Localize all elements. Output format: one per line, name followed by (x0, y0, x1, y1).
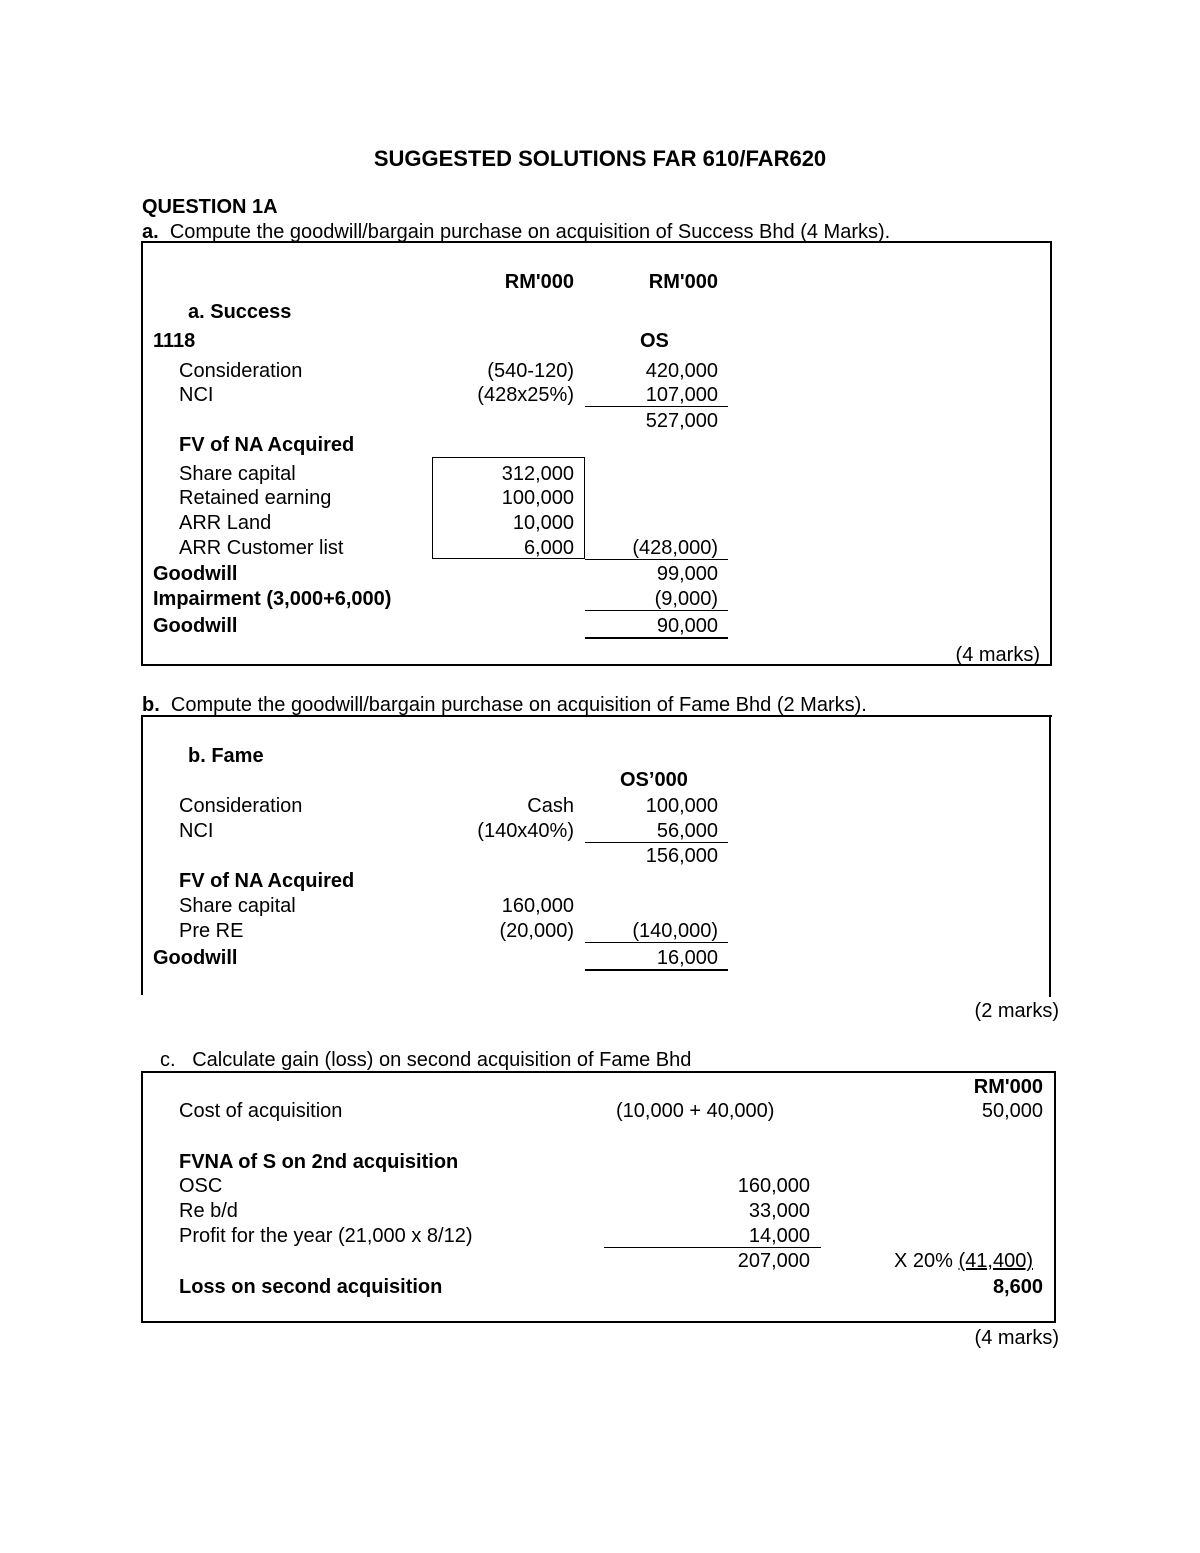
part-b-os-header: OS’000 (620, 769, 688, 791)
part-c-cost-label: Cost of acquisition (179, 1100, 343, 1122)
part-a-nci-value: 107,000 (645, 384, 718, 406)
part-a-marks: (4 marks) (955, 644, 1040, 666)
part-a-arr-land-value: 10,000 (512, 512, 574, 534)
part-c-pct-line (894, 1249, 1033, 1273)
part-b-nci-value: 56,000 (656, 820, 718, 842)
part-b-box-top (141, 715, 1052, 717)
part-a-goodwill-value: 99,000 (656, 563, 718, 585)
part-a-row-1118: 1118 (153, 330, 196, 352)
part-b-fvna-heading: FV of NA Acquired (179, 870, 355, 892)
part-a-share-capital-value: 312,000 (501, 463, 574, 485)
part-a-text: Compute the goodwill/bargain purchase on acquisition of Success Bhd (4 Marks). (169, 221, 891, 243)
part-b-underline-1 (585, 842, 728, 843)
part-b-nci-label: NCI (179, 820, 214, 842)
part-a-impairment-label: Impairment (3,000+6,000) (153, 588, 392, 610)
part-a-goodwill2-value: 90,000 (656, 615, 718, 637)
part-a-fvna-heading: FV of NA Acquired (179, 434, 355, 456)
part-a-retained-value: 100,000 (501, 487, 574, 509)
part-c-cost-calc: (10,000 + 40,000) (616, 1100, 775, 1122)
part-a-share-capital-label: Share capital (179, 463, 296, 485)
part-c-pct-value: (41,400) (958, 1250, 1033, 1272)
part-c-marks: (4 marks) (974, 1327, 1059, 1349)
part-b-box-right (1049, 715, 1051, 997)
part-a-consideration-calc: (540-120) (487, 360, 574, 382)
part-a-nci-label: NCI (179, 384, 214, 406)
part-b-label: b. (142, 694, 160, 716)
part-c-re-label: Re b/d (179, 1200, 238, 1222)
part-c-underline-1 (604, 1247, 821, 1248)
part-c-pct-label: X 20% (894, 1250, 953, 1272)
part-a-col2-header: RM'000 (648, 271, 718, 293)
part-c-col-header: RM'000 (973, 1076, 1043, 1098)
part-b-consideration-value: 100,000 (645, 795, 718, 817)
part-c-fvna-heading: FVNA of S on 2nd acquisition (179, 1151, 459, 1173)
part-a-underline-3 (585, 610, 728, 611)
page-title: SUGGESTED SOLUTIONS FAR 610/FAR620 (373, 146, 827, 171)
part-a-nci-calc: (428x25%) (477, 384, 574, 406)
part-a-label: a. (142, 221, 159, 243)
part-a-arr-land-label: ARR Land (179, 512, 272, 534)
part-a-goodwill2-label: Goodwill (153, 615, 238, 637)
part-b-underline-2 (585, 942, 728, 943)
part-c-re-value: 33,000 (748, 1200, 810, 1222)
part-c-label: c. (160, 1049, 176, 1071)
part-a-impairment-value: (9,000) (654, 588, 718, 610)
part-c-prompt (160, 1048, 691, 1072)
part-c-loss-label: Loss on second acquisition (179, 1276, 443, 1298)
part-c-fvna-total: 207,000 (737, 1250, 810, 1272)
part-a-underline-2 (585, 559, 728, 560)
part-b-pre-re-value: (20,000) (499, 920, 574, 942)
part-c-profit-value: 14,000 (748, 1225, 810, 1247)
part-c-profit-label: Profit for the year (21,000 x 8/12) (179, 1225, 473, 1247)
part-b-nci-calc: (140x40%) (477, 820, 574, 842)
part-a-retained-label: Retained earning (179, 487, 332, 509)
part-b-subheading: b. Fame (188, 745, 264, 767)
part-b-fvna-total: (140,000) (632, 920, 718, 942)
part-a-underline-1 (585, 406, 728, 407)
part-b-goodwill-value: 16,000 (656, 947, 718, 969)
part-b-underline-3 (585, 969, 728, 971)
part-c-osc-value: 160,000 (737, 1175, 810, 1197)
part-c-loss-value: 8,600 (992, 1276, 1043, 1298)
part-a-fvna-total: (428,000) (632, 537, 718, 559)
part-c-text: Calculate gain (loss) on second acquisition of Fame Bhd (192, 1049, 692, 1071)
part-a-arr-customer-label: ARR Customer list (179, 537, 344, 559)
part-a-goodwill-label: Goodwill (153, 563, 238, 585)
part-b-text: Compute the goodwill/bargain purchase on acquisition of Fame Bhd (2 Marks). (170, 694, 867, 716)
part-b-subtotal: 156,000 (645, 845, 718, 867)
part-b-marks: (2 marks) (974, 1000, 1059, 1022)
part-a-consideration-value: 420,000 (645, 360, 718, 382)
part-a-subtotal: 527,000 (645, 410, 718, 432)
part-b-prompt (142, 693, 867, 717)
part-c-cost-value: 50,000 (981, 1100, 1043, 1122)
part-b-pre-re-label: Pre RE (179, 920, 244, 942)
part-b-goodwill-label: Goodwill (153, 947, 238, 969)
part-c-osc-label: OSC (179, 1175, 223, 1197)
part-a-subheading: a. Success (188, 301, 292, 323)
part-b-share-capital-label: Share capital (179, 895, 296, 917)
question-heading: QUESTION 1A (142, 196, 278, 218)
part-b-consideration-label: Consideration (179, 795, 303, 817)
part-a-os-label: OS (640, 330, 669, 352)
part-a-col1-header: RM'000 (504, 271, 574, 293)
part-a-consideration-label: Consideration (179, 360, 303, 382)
part-b-share-capital-value: 160,000 (501, 895, 574, 917)
part-b-consideration-calc: Cash (527, 795, 574, 817)
part-b-box-left (141, 715, 143, 995)
part-a-arr-customer-value: 6,000 (523, 537, 574, 559)
part-a-underline-4 (585, 637, 728, 639)
